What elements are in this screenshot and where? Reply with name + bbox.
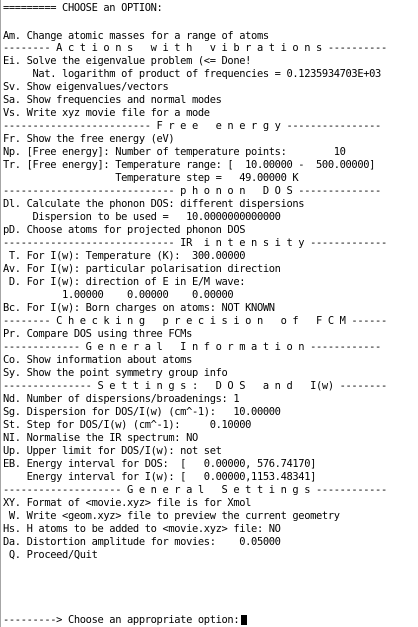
section-actions-vibrations: -------- A c t i o n s w i t h v i b r a t i o n s ---------- (3, 42, 387, 54)
option-pd: pD. Choose atoms for projected phonon DOS (3, 224, 246, 236)
option-nd: Nd. Number of dispersions/broadenings: 1 (3, 393, 240, 405)
option-tr: Tr. [Free energy]: Temperature range: [ 10.00000 - 500.00000] (3, 159, 376, 171)
dispersion-used: Dispersion to be used = 10.0000000000000 (3, 211, 281, 223)
header-line: ========= CHOOSE an OPTION: (3, 2, 163, 14)
option-ni: NI. Normalise the IR spectrum: NO (3, 432, 198, 444)
section-free-energy: ------------------------- F r e e e n e r g y ---------------- (3, 120, 381, 132)
e-field-direction: 1.00000 0.00000 0.00000 (3, 289, 234, 301)
terminal-screen (3, 0, 418, 627)
text-cursor[interactable] (241, 615, 247, 625)
option-ei: Ei. Solve the eigenvalue problem (<= Done! (3, 55, 252, 67)
option-d: D. For I(w): direction of E in E/M wave: (3, 276, 246, 288)
prompt-text: ---------> Choose an appropriate option: (3, 614, 240, 626)
option-co: Co. Show information about atoms (3, 354, 192, 366)
option-pr: Pr. Compare DOS using three FCMs (3, 328, 192, 340)
option-hs: Hs. H atoms to be added to <movie.xyz> file: NO (3, 523, 281, 535)
prompt-line[interactable] (3, 614, 247, 626)
option-st: St. Step for DOS/I(w) (cm^-1): 0.10000 (3, 419, 252, 431)
option-sa: Sa. Show frequencies and normal modes (3, 94, 222, 106)
log-product-value: Nat. logarithm of product of frequencies = 0.1235934703E+03 (3, 68, 381, 80)
option-fr: Fr. Show the free energy (eV) (3, 133, 175, 145)
section-settings-dos: --------------- S e t t i n g s : D O S a n d I(w) -------- (3, 380, 387, 392)
option-np: Np. [Free energy]: Number of temperature points: 10 (3, 146, 346, 158)
option-w: W. Write <geom.xyz> file to preview the current geometry (3, 510, 340, 522)
option-bc: Bc. For I(w): Born charges on atoms: NOT KNOWN (3, 302, 275, 314)
option-da: Da. Distortion amplitude for movies: 0.05000 (3, 536, 281, 548)
option-am: Am. Change atomic masses for a range of atoms (3, 30, 269, 42)
temperature-step: Temperature step = 49.00000 K (3, 172, 299, 184)
section-ir-intensity: ----------------------------- IR i n t e n s i t y ------------- (3, 237, 387, 249)
option-sy: Sy. Show the point symmetry group info (3, 367, 228, 379)
option-av: Av. For I(w): particular polarisation direction (3, 263, 281, 275)
option-sv: Sv. Show eigenvalues/vectors (3, 81, 169, 93)
section-general-settings: -------------------- G e n e r a l S e t t i n g s ------------ (3, 484, 387, 496)
option-sg: Sg. Dispersion for DOS/I(w) (cm^-1): 10.00000 (3, 406, 281, 418)
option-eb: EB. Energy interval for DOS: [ 0.00000, 576.74170] (3, 458, 317, 470)
option-t: T. For I(w): Temperature (K): 300.00000 (3, 250, 246, 262)
section-phonon-dos: ----------------------------- p h o n o n D O S -------------- (3, 185, 381, 197)
energy-interval-iw: Energy interval for I(w): [ 0.00000,1153.48341] (3, 471, 317, 483)
section-checking-precision: -------- C h e c k i n g p r e c i s i o n o f F C M ------ (3, 315, 387, 327)
option-vs: Vs. Write xyz movie file for a mode (3, 107, 210, 119)
option-up: Up. Upper limit for DOS/I(w): not set (3, 445, 222, 457)
option-q: Q. Proceed/Quit (3, 549, 98, 561)
option-dl: Dl. Calculate the phonon DOS: different dispersions (3, 198, 305, 210)
window-edge (0, 0, 1, 627)
option-xy: XY. Format of <movie.xyz> file is for Xmol (3, 497, 252, 509)
section-general-information: ------------- G e n e r a l I n f o r m a t i o n ------------ (3, 341, 381, 353)
